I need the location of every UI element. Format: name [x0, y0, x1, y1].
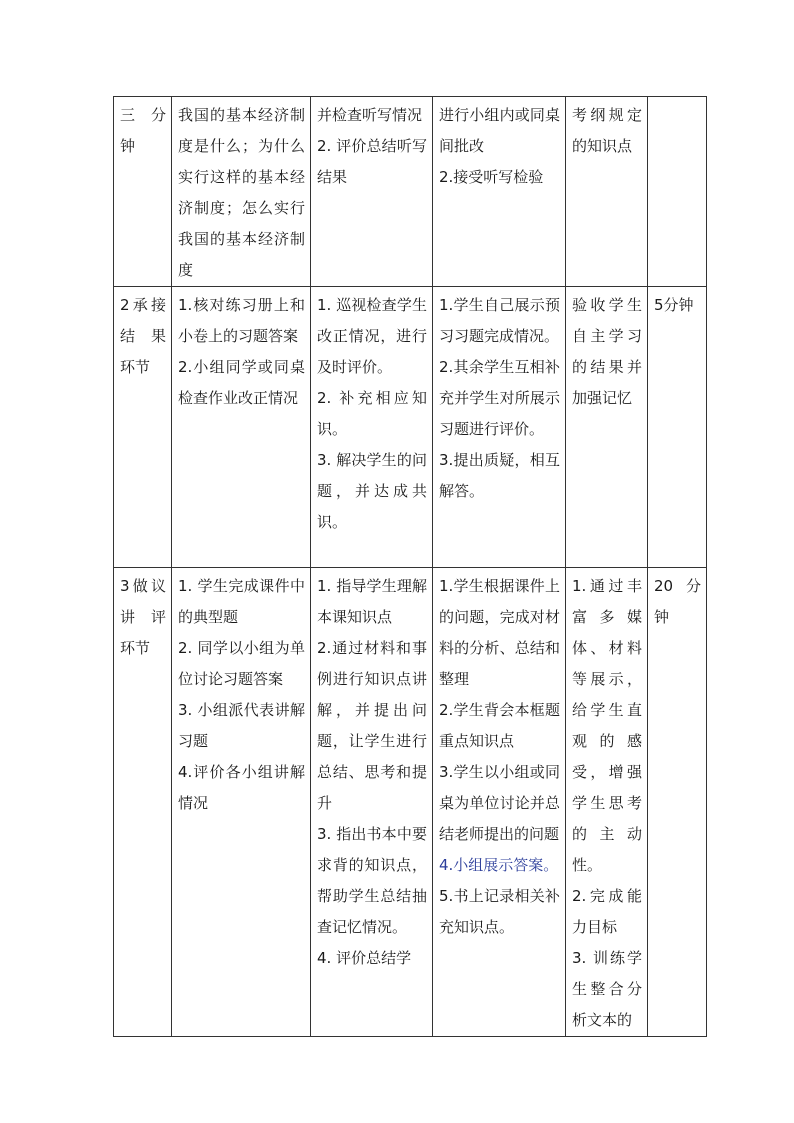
content-cell: 1. 学生完成课件中的典型题 2. 同学以小组为单位讨论习题答案 3. 小组派代表讲解习题 4.评价各小组讲解情况 [172, 568, 311, 1037]
intent-cell: 1.通过丰富多媒体、材料等展示，给学生直观的感受，增强学生思考的主动性。 2.完成能力目标 3. 训练学生整合分析文本的 [566, 568, 648, 1037]
table-row [114, 97, 707, 287]
time-cell: 5分钟 [648, 287, 707, 568]
student-cell: 进行小组内或同桌间批改 2.接受听写检验 [433, 97, 566, 287]
content-cell: 1.核对练习册上和小卷上的习题答案 2.小组同学或同桌检查作业改正情况 [172, 287, 311, 568]
table-row [114, 568, 707, 1037]
time-cell [648, 97, 707, 287]
teacher-cell: 1. 指导学生理解本课知识点 2.通过材料和事例进行知识点讲解，并提出问题，让学生进行总结、思考和提升 3. 指出书本中要求背的知识点，帮助学生总结抽查记忆情况。 4. 评价总结学 [311, 568, 433, 1037]
stage-cell: 3做议讲 评环节 [114, 568, 172, 1037]
student-cell: 1.学生根据课件上的问题，完成对材料的分析、总结和整理 2.学生背会本框题重点知识点 3.学生以小组或同桌为单位讨论并总结老师提出的问题 4.小组展示答案。 5.书上记录相关补充知识点。 [433, 568, 566, 1037]
lesson-plan-table [113, 96, 707, 1037]
content-cell: 我国的基本经济制度是什么；为什么实行这样的基本经济制度；怎么实行我国的基本经济制度 [172, 97, 311, 287]
intent-cell: 考纲规定的知识点 [566, 97, 648, 287]
intent-cell: 验收学生自主学习的结果并加强记忆 [566, 287, 648, 568]
time-cell: 20 分钟 [648, 568, 707, 1037]
stage-cell: 2承接结 果环节 [114, 287, 172, 568]
student-cell: 1.学生自己展示预习习题完成情况。 2.其余学生互相补充并学生对所展示习题进行评价。 3.提出质疑，相互解答。 [433, 287, 566, 568]
stage-cell: 三 分 钟 [114, 97, 172, 287]
teacher-cell: 并检查听写情况 2. 评价总结听写结果 [311, 97, 433, 287]
teacher-cell: 1. 巡视检查学生改正情况，进行及时评价。 2. 补充相应知识。 3. 解决学生的问题，并达成共识。 [311, 287, 433, 568]
table-row [114, 287, 707, 568]
